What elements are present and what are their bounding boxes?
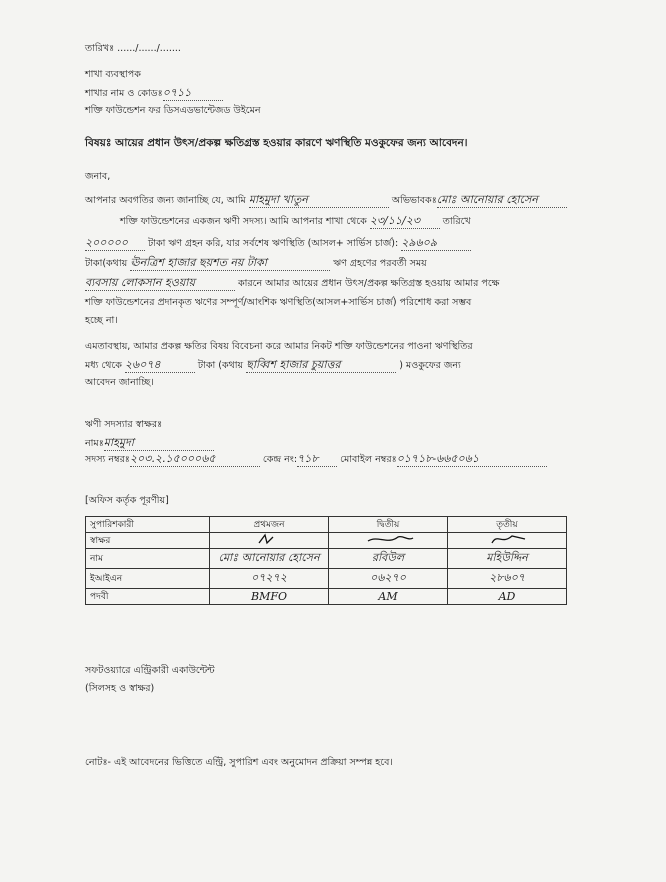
signature-cell [329,533,448,549]
footer-note: নোটঃ- এই আবেদনের ভিত্তিতে এন্ট্রি, সুপারিশ এবং অনুমোদন প্রক্রিয়া সম্পন্ন হবে। [85,757,393,768]
loss-reason: ব্যবসায় লোকসান হওয়ায় [85,276,235,291]
table-header: প্রথমজন [210,517,329,533]
table-cell: ০৭২৭২ [210,569,329,589]
waiver-amount: ২৬০৭৪ [125,358,195,373]
table-header-row [86,517,567,533]
handwritten-signature [239,533,299,545]
date-field: তারিখঃ ....../....../....... [85,43,181,54]
body-line-9 [85,358,461,373]
center-label: কেন্দ্র নং: [262,454,298,465]
body-text: মধ্য থেকে [85,360,122,371]
table-row [86,569,567,589]
body-text: টাকা(কথায় [85,258,128,269]
signature-cell [448,533,567,549]
authority-title: সফটওয়্যারে এন্ট্রিকারী একাউন্টেন্ট [85,665,215,676]
signature-cell [210,533,329,549]
branch-code-row [85,86,223,101]
body-text: টাকা ঋণ গ্রহন করি, যার সর্বশেষ ঋণস্থিতি (আসল+ সার্ভিস চার্জ): [148,238,399,249]
member-label: সদস্য নম্বরঃ [85,454,130,465]
name-label: নামঃ [85,438,104,449]
loan-balance: ২৯৬০৯ [401,236,471,251]
body-text: ) মওকুফের জন্য [399,360,461,371]
guardian-label: অভিভাবকঃ [391,195,437,206]
body-text: আপনার অবগতির জন্য জানাচ্ছি যে, আমি [85,195,246,206]
table-cell: ২৮৬০৭ [448,569,567,589]
row-label: পদবী [86,589,210,605]
foundation-name: শক্তি ফাউন্ডেশন ফর ডিসএডভান্টেজড উইমেন [85,105,261,116]
handwritten-signature [477,533,537,545]
table-cell: রবিউল [329,549,448,569]
table-header: তৃতীয় [448,517,567,533]
subject-line: বিষয়ঃ আয়ের প্রধান উৎস/প্রকল্প ক্ষতিগ্রস্ত হওয়ার কারণে ঋণস্থিতি মওকুফের জন্য আবেদন। [85,137,468,149]
signature-name: মাহমুদা [104,436,214,451]
center-number: ৭১৮ [297,452,337,467]
body-text: ঋণ গ্রহণের পরবর্তী সময় [333,258,427,269]
table-cell: AD [448,589,567,605]
table-cell: BMFO [210,589,329,605]
balance-in-words: ঊনত্রিশ হাজার ছয়শত নয় টাকা [130,256,330,271]
table-cell: মহিউদ্দিন [448,549,567,569]
salutation: জনাব, [85,171,111,182]
table-row [86,533,567,549]
applicant-name: মাহমুদা খাতুন [249,193,389,208]
body-text: তারিখে [442,216,471,227]
body-line-5 [85,276,499,291]
member-number: ২০৩.২.১৫০০০৬৫ [130,452,260,467]
table-header: সুপারিশকারী [86,517,210,533]
body-text: শক্তি ফাউন্ডেশনের একজন ঋণী সদস্য। আমি আপনার শাখা থেকে [120,216,367,227]
body-line-1 [85,193,567,208]
body-line-7: হচ্ছে না। [85,315,118,326]
recommendation-table [85,516,567,605]
body-line-4 [85,256,427,271]
body-text: কারনে আমার আয়ের প্রধান উৎস/প্রকল্প ক্ষতিগ্রস্ত হওয়ায় আমার পক্ষে [238,278,500,289]
mobile-label: মোবাইল নম্বরঃ [340,454,397,465]
branch-code-label: শাখার নাম ও কোডঃ [85,88,163,99]
row-label: ইআইএন [86,569,210,589]
waiver-in-words: ছাব্বিশ হাজার চুয়াত্তর [246,358,396,373]
member-row [85,452,547,467]
body-line-8: এমতাবস্থায়, আমার প্রকল্প ক্ষতির বিষয় বিবেচনা করে আমার নিকট শক্তি ফাউন্ডেশনের পাওনা ঋণস্থিতির [85,341,473,352]
table-cell: ০৬২৭০ [329,569,448,589]
handwritten-signature [358,533,418,545]
row-label: স্বাক্ষর [86,533,210,549]
loan-amount: ২০০০০০ [85,236,145,251]
body-line-2 [120,214,471,229]
guardian-name: মোঃ আনোয়ার হোসেন [437,193,567,208]
body-line-10: আবেদন জানাচ্ছি। [85,377,154,388]
body-line-3 [85,236,471,251]
table-row [86,589,567,605]
branch-manager-label: শাখা ব্যবস্থাপক [85,69,141,80]
signature-heading: ঋণী সদস্যার স্বাক্ষরঃ [85,419,163,430]
table-row [86,549,567,569]
mobile-number: ০১৭১৮-৬৬৫০৬১ [397,452,547,467]
table-cell: মোঃ আনোয়ার হোসেন [210,549,329,569]
signature-name-row [85,436,214,451]
table-cell: AM [329,589,448,605]
branch-code-value: ০৭১১ [163,86,223,101]
loan-date: ২৩/১১/২৩ [370,214,440,229]
authority-seal: (সিলসহ ও স্বাক্ষর) [85,683,155,694]
office-heading: [অফিস কর্তৃক পূরণীয়] [85,495,169,506]
row-label: নাম [86,549,210,569]
table-header: দ্বিতীয় [329,517,448,533]
body-line-6: শক্তি ফাউন্ডেশনের প্রদানকৃত ঋণের সম্পূর্ণ/আংশিক ঋণস্থিতি(আসল+সার্ভিস চার্জ) পরিশোধ করা সম্ভব [85,297,472,308]
body-text: টাকা (কথায় [197,360,244,371]
